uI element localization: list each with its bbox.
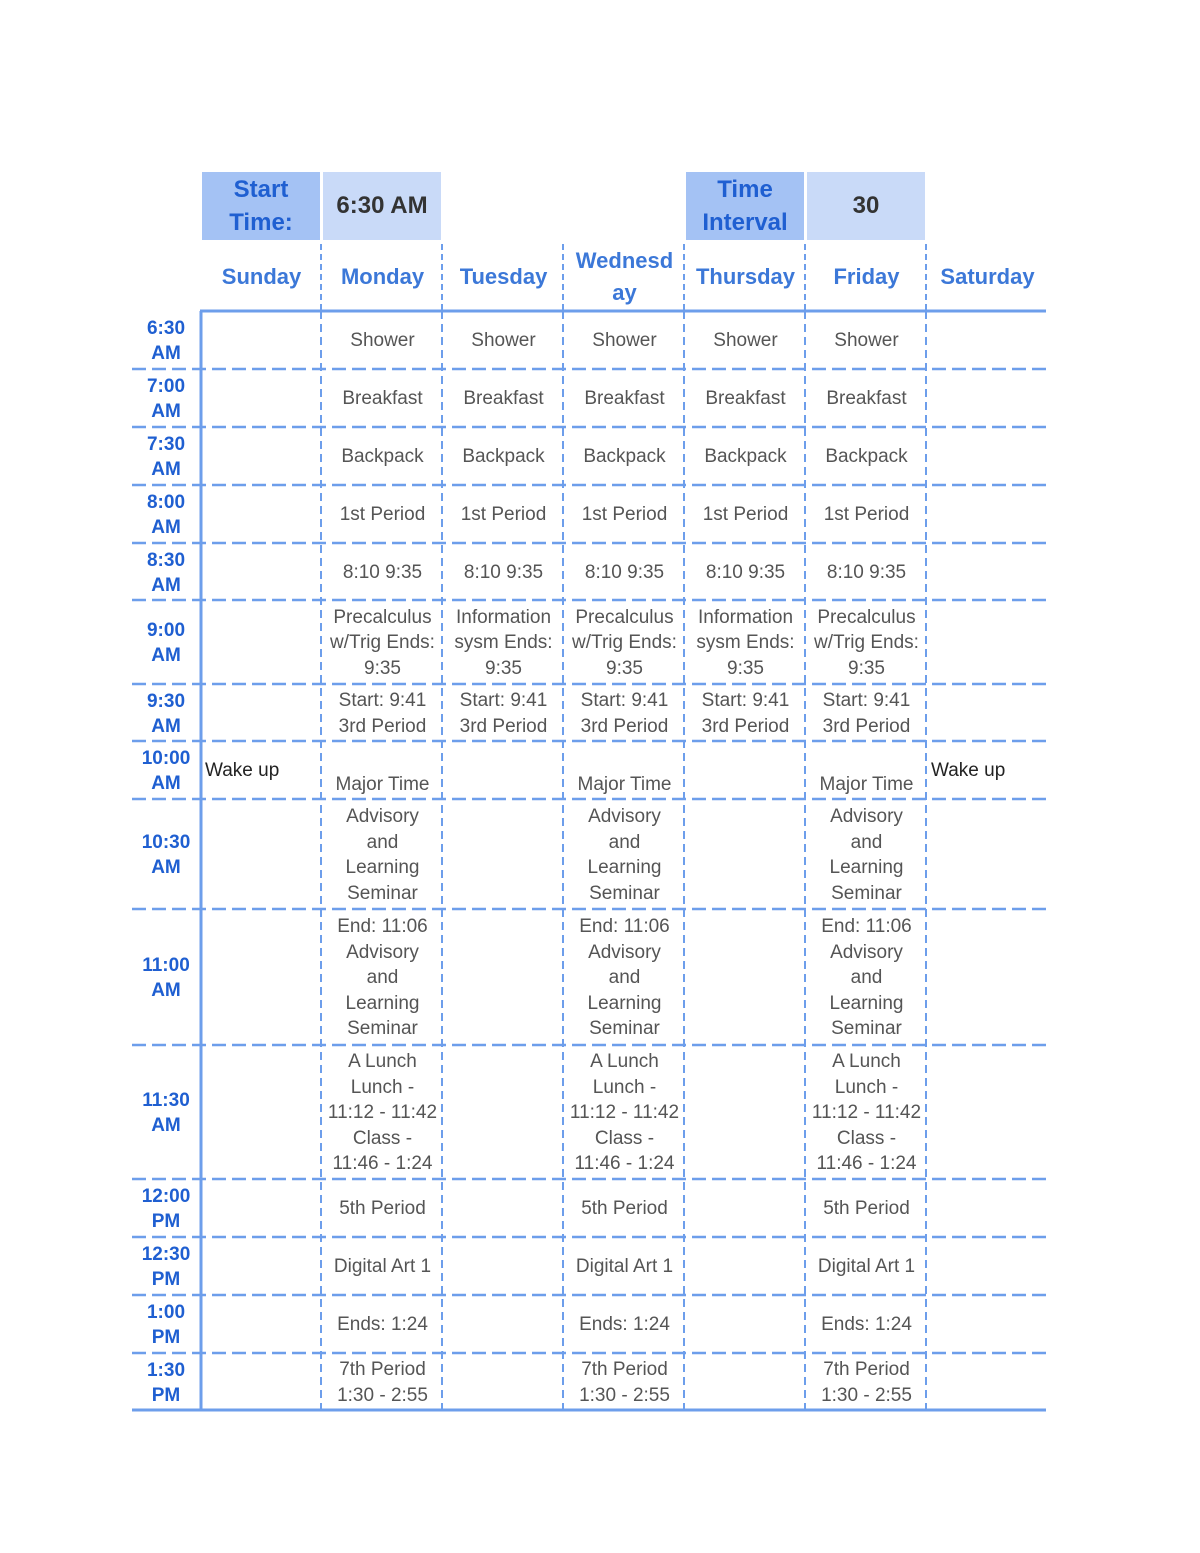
schedule-cell[interactable]: Precalculus w/Trig Ends: 9:35 [572,606,677,679]
schedule-cell[interactable]: 7th Period 1:30 - 2:55 [337,1359,428,1406]
schedule-cell[interactable] [201,1355,322,1410]
schedule-cell[interactable]: 8:10 9:35 [463,561,544,583]
schedule-cell[interactable]: Wake up [931,760,1006,782]
schedule-cell[interactable]: Start: 9:41 3rd Period [580,690,669,737]
schedule-cell[interactable]: Major Time [577,773,672,795]
day-header-friday: Friday [833,264,900,289]
schedule-cell[interactable]: Advisory and Learning Seminar [345,806,420,904]
schedule-cell[interactable] [927,602,1048,684]
schedule-cell[interactable]: End: 11:06 Advisory and Learning Seminar [579,916,670,1040]
schedule-cell[interactable] [201,911,322,1045]
schedule-cell[interactable] [685,1297,806,1353]
schedule-cell[interactable]: 7th Period 1:30 - 2:55 [579,1359,670,1406]
schedule-cell[interactable]: A Lunch Lunch - 11:12 - 11:42 Class - 11:46 - 1:24 [569,1051,680,1175]
day-header-saturday: Saturday [940,264,1035,289]
schedule-cell[interactable] [201,1239,322,1295]
schedule-cell[interactable] [443,911,564,1045]
schedule-cell[interactable] [685,1047,806,1179]
schedule-cell[interactable]: 8:10 9:35 [584,561,665,583]
schedule-cell[interactable] [201,801,322,909]
schedule-cell[interactable] [685,801,806,909]
schedule-cell[interactable]: Shower [592,330,657,352]
schedule-cell[interactable]: Start: 9:41 3rd Period [459,690,548,737]
time-label: 8:00 AM [146,492,186,538]
time-label: 7:00 AM [146,376,186,422]
schedule-cell[interactable]: End: 11:06 Advisory and Learning Seminar [337,916,428,1040]
schedule-cell[interactable] [927,487,1048,543]
schedule-cell[interactable]: Shower [834,330,899,352]
schedule-cell[interactable] [201,487,322,543]
schedule-cell[interactable] [927,371,1048,427]
schedule-cell[interactable]: Digital Art 1 [817,1256,916,1278]
day-header-tuesday: Tuesday [459,264,548,289]
time-label: 7:30 AM [146,434,186,480]
schedule-cell[interactable] [685,1355,806,1410]
schedule-cell[interactable] [201,602,322,684]
schedule-cell[interactable]: End: 11:06 Advisory and Learning Seminar [821,916,912,1040]
time-label: 12:00 PM [141,1186,191,1232]
start-time-value[interactable]: 6:30 AM [323,172,441,240]
schedule-cell[interactable] [201,545,322,600]
schedule-cell[interactable]: Backpack [583,446,666,468]
schedule-cell[interactable]: 1st Period [823,504,910,526]
schedule-cell[interactable] [685,743,806,799]
time-label: 9:00 AM [146,620,186,666]
schedule-cell[interactable]: Ends: 1:24 [579,1314,670,1336]
schedule-cell[interactable]: Digital Art 1 [575,1256,674,1278]
schedule-cell[interactable]: Backpack [462,446,545,468]
schedule-cell[interactable]: Start: 9:41 3rd Period [822,690,911,737]
schedule-cell[interactable]: Breakfast [705,388,786,410]
schedule-cell[interactable]: 5th Period [823,1198,910,1220]
schedule-cell[interactable]: Digital Art 1 [333,1256,432,1278]
schedule-cell[interactable]: Shower [713,330,778,352]
schedule-cell[interactable]: 7th Period 1:30 - 2:55 [821,1359,912,1406]
schedule-cell[interactable]: Start: 9:41 3rd Period [701,690,790,737]
time-label: 11:30 AM [142,1090,190,1136]
schedule-cell[interactable] [201,313,322,369]
schedule-cell[interactable] [201,1047,322,1179]
time-label: 1:00 PM [146,1302,186,1348]
time-interval-label: Time Interval [686,172,804,240]
time-label: 8:30 AM [146,549,186,596]
schedule-cell[interactable]: 5th Period [339,1198,426,1220]
schedule-cell[interactable]: A Lunch Lunch - 11:12 - 11:42 Class - 11:46 - 1:24 [811,1051,922,1175]
schedule-cell[interactable]: Ends: 1:24 [821,1314,912,1336]
schedule-cell[interactable] [927,313,1048,369]
time-label: 12:30 PM [141,1244,191,1290]
schedule-cell[interactable]: Shower [350,330,415,352]
schedule-cell[interactable] [201,686,322,741]
schedule-cell[interactable]: Breakfast [463,388,544,410]
schedule-cell[interactable]: Breakfast [826,388,907,410]
schedule-cell[interactable]: 1st Period [581,504,668,526]
schedule-cell[interactable] [927,1181,1048,1237]
schedule-cell[interactable] [443,1239,564,1295]
time-label: 10:30 AM [141,832,191,878]
schedule-cell[interactable] [927,911,1048,1045]
schedule-cell[interactable]: Wake up [205,760,280,782]
schedule-cell[interactable] [443,801,564,909]
time-label: 6:30 AM [146,318,186,364]
schedule-cell[interactable]: 5th Period [581,1198,668,1220]
schedule-cell[interactable] [443,1297,564,1353]
schedule-cell[interactable]: 1st Period [339,504,426,526]
time-label: 11:00 AM [142,955,190,1001]
schedule-cell[interactable] [201,371,322,427]
schedule-cell[interactable] [443,1355,564,1410]
schedule-cell[interactable] [443,1181,564,1237]
schedule-cell[interactable]: 8:10 9:35 [826,561,907,583]
schedule-cell[interactable] [927,801,1048,909]
time-interval-value[interactable]: 30 [807,172,925,240]
start-time-label: Start Time: [202,172,320,240]
schedule-cell[interactable]: Information sysm Ends: 9:35 [454,606,553,679]
schedule-cell[interactable] [201,1297,322,1353]
schedule-cell[interactable]: Advisory and Learning Seminar [829,806,904,904]
time-label: 9:30 AM [146,690,186,737]
schedule-cell[interactable] [927,1239,1048,1295]
schedule-cell[interactable] [201,1181,322,1237]
schedule-cell[interactable]: Breakfast [342,388,423,410]
schedule-cell[interactable]: Major Time [335,773,430,795]
schedule-cell[interactable]: 1st Period [702,504,789,526]
schedule-cell[interactable]: Backpack [341,446,424,468]
schedule-cell[interactable]: A Lunch Lunch - 11:12 - 11:42 Class - 11:46 - 1:24 [327,1051,438,1175]
schedule-cell[interactable]: Precalculus w/Trig Ends: 9:35 [330,606,435,679]
schedule-cell[interactable] [927,686,1048,741]
schedule-cell[interactable] [685,911,806,1045]
schedule-cell[interactable]: Major Time [819,773,914,795]
schedule-cell[interactable] [927,545,1048,600]
day-header-thursday: Thursday [695,264,796,289]
schedule-cell[interactable]: Backpack [704,446,787,468]
schedule-cell[interactable] [927,429,1048,485]
schedule-cell[interactable]: Advisory and Learning Seminar [587,806,662,904]
schedule-cell[interactable] [927,1297,1048,1353]
day-header-sunday: Sunday [221,264,302,289]
schedule-cell[interactable] [927,1047,1048,1179]
time-label: 1:30 PM [146,1359,186,1406]
day-header-wednesday: Wednesd ay [575,248,674,305]
schedule-cell[interactable]: Ends: 1:24 [337,1314,428,1336]
schedule-cell[interactable]: Information sysm Ends: 9:35 [696,606,795,679]
schedule-cell[interactable]: Shower [471,330,536,352]
time-label: 10:00 AM [141,748,191,794]
schedule-cell[interactable]: 8:10 9:35 [705,561,786,583]
schedule-cell[interactable] [201,429,322,485]
day-header-monday: Monday [340,264,425,289]
schedule-cell[interactable]: Backpack [825,446,908,468]
schedule-cell[interactable]: 8:10 9:35 [342,561,423,583]
schedule-cell[interactable] [927,1355,1048,1410]
schedule-cell[interactable] [685,1181,806,1237]
schedule-cell[interactable]: Precalculus w/Trig Ends: 9:35 [814,606,919,679]
schedule-cell[interactable] [443,743,564,799]
schedule-cell[interactable] [685,1239,806,1295]
schedule-cell[interactable]: Start: 9:41 3rd Period [338,690,427,737]
schedule-cell[interactable]: 1st Period [460,504,547,526]
schedule-cell[interactable]: Breakfast [584,388,665,410]
schedule-cell[interactable] [443,1047,564,1179]
